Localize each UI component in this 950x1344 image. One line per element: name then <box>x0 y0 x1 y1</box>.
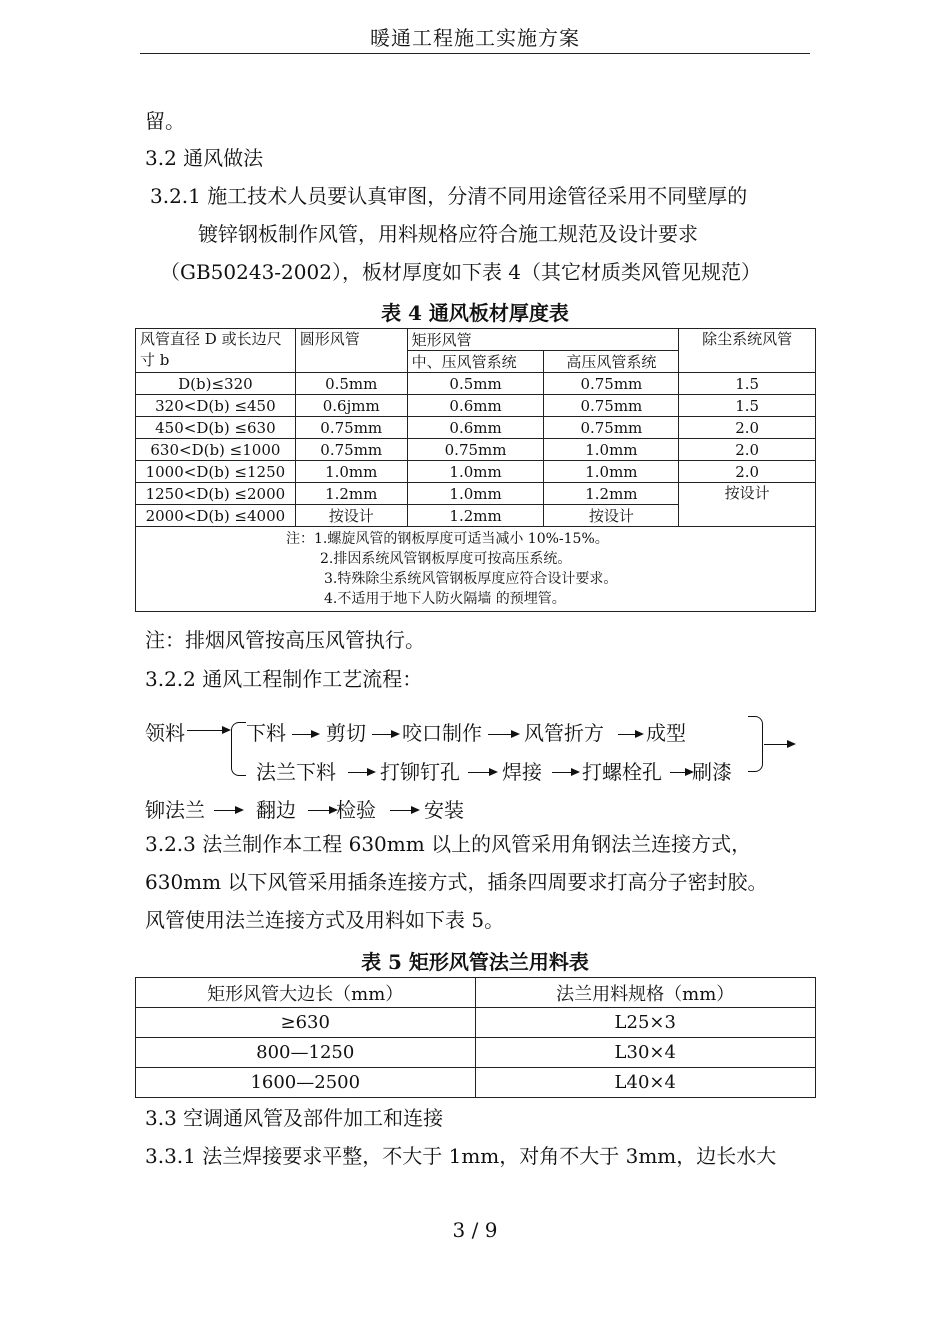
paragraph-3-2-1-line2: 镀锌钢板制作风管，用料规格应符合施工规范及设计要求 <box>198 222 698 246</box>
flow-step: 打螺栓孔 <box>582 760 662 784</box>
flow-start: 领料 <box>145 721 185 745</box>
table-cell: 2.0 <box>679 439 816 461</box>
flow-step: 成型 <box>646 721 686 745</box>
flow-arrow <box>764 744 794 745</box>
flow-step: 风管折方 <box>524 721 604 745</box>
flow-step: 法兰下料 <box>256 760 336 784</box>
flow-step: 翻边 <box>256 798 296 822</box>
table-cell: L40×4 <box>475 1068 816 1098</box>
table-row <box>136 395 816 417</box>
flow-arrow <box>214 810 242 811</box>
table-cell: 按设计 <box>295 505 407 527</box>
table-cell: 0.5mm <box>295 373 407 395</box>
table-cell: 1.0mm <box>407 461 544 483</box>
table-cell: 1.2mm <box>544 483 679 505</box>
flow-arrow <box>308 810 336 811</box>
paragraph-3-2-1-line1: 3.2.1 施工技术人员要认真审图，分清不同用途管径采用不同壁厚的 <box>150 184 748 208</box>
table-cell: 按设计 <box>544 505 679 527</box>
table-row <box>136 483 816 505</box>
table-cell: 1.0mm <box>544 461 679 483</box>
table4-note-3: 3.特殊除尘系统风管钢板厚度应符合设计要求。 <box>324 571 618 587</box>
table-cell: 1.5 <box>679 395 816 417</box>
table-cell: 0.75mm <box>295 417 407 439</box>
table-row <box>136 373 816 395</box>
flow-step: 刷漆 <box>692 760 732 784</box>
flow-arrow <box>618 734 642 735</box>
table-cell: 0.75mm <box>407 439 544 461</box>
flow-step: 下料 <box>246 721 286 745</box>
table-cell: L30×4 <box>475 1038 816 1068</box>
table4-caption: 表 4 通风板材厚度表 <box>381 301 569 325</box>
table4-sheet-thickness <box>135 328 816 612</box>
flow-step: 检验 <box>336 798 376 822</box>
table-header-row <box>136 978 816 1008</box>
table4-header-rect: 矩形风管 <box>407 329 679 351</box>
flow-arrow <box>372 734 398 735</box>
table-cell: 2.0 <box>679 417 816 439</box>
table-row <box>136 1008 816 1038</box>
table-cell: ≥630 <box>136 1008 476 1038</box>
table-cell: 450<D(b) ≤630 <box>136 417 296 439</box>
table-cell: 1.2mm <box>295 483 407 505</box>
page-header-title: 暖通工程施工实施方案 <box>370 26 580 50</box>
paragraph-3-2-3-line1: 3.2.3 法兰制作本工程 630mm 以上的风管采用角钢法兰连接方式， <box>145 832 752 856</box>
header-divider <box>140 53 810 54</box>
table4-note-1: 注：1.螺旋风管的钢板厚度可适当减小 10%-15%。 <box>286 531 609 547</box>
table-cell: 630<D(b) ≤1000 <box>136 439 296 461</box>
flow-arrow <box>670 772 692 773</box>
table-cell: L25×3 <box>475 1008 816 1038</box>
flow-right-brace <box>748 716 763 772</box>
table-cell: 2.0 <box>679 461 816 483</box>
flow-arrow <box>390 810 418 811</box>
table-cell: 1.5 <box>679 373 816 395</box>
flow-left-brace <box>231 722 246 776</box>
flow-arrow <box>468 772 496 773</box>
table4-header-size: 风管直径 D 或长边尺寸 b <box>136 329 296 373</box>
paragraph-3-3-1: 3.3.1 法兰焊接要求平整，不大于 1mm，对角不大于 3mm，边长水大 <box>145 1144 777 1168</box>
table-cell: 2000<D(b) ≤4000 <box>136 505 296 527</box>
table4-note-2: 2.排因系统风管钢板厚度可按高压系统。 <box>320 551 572 567</box>
smoke-duct-note: 注：排烟风管按高压风管执行。 <box>145 628 425 652</box>
table-row <box>136 1038 816 1068</box>
table-cell: 1250<D(b) ≤2000 <box>136 483 296 505</box>
table-cell: 1600—2500 <box>136 1068 476 1098</box>
table-cell: 1.0mm <box>544 439 679 461</box>
table-cell: D(b)≤320 <box>136 373 296 395</box>
flow-step: 剪切 <box>326 721 366 745</box>
table-cell: 1.2mm <box>407 505 544 527</box>
table4-header-rect-mid: 中、压风管系统 <box>407 351 544 373</box>
table-row <box>136 439 816 461</box>
flow-step: 打铆钉孔 <box>380 760 460 784</box>
table-row <box>136 461 816 483</box>
table-cell: 按设计 <box>679 483 816 527</box>
paragraph-3-2-3-line3: 风管使用法兰连接方式及用料如下表 5。 <box>145 908 505 932</box>
table-cell: 0.5mm <box>407 373 544 395</box>
flow-arrow <box>292 734 318 735</box>
paragraph-3-2-1-line3: （GB50243-2002），板材厚度如下表 4（其它材质类风管见规范） <box>160 260 762 284</box>
table-cell: 0.75mm <box>544 395 679 417</box>
table4-header-dust: 除尘系统风管 <box>679 329 816 373</box>
flow-arrow <box>187 730 229 731</box>
table5-flange-materials <box>135 977 816 1098</box>
table5-header-size: 矩形风管大边长（mm） <box>136 978 476 1008</box>
table-cell: 0.6mm <box>407 417 544 439</box>
flow-arrow <box>488 734 518 735</box>
table-row <box>136 1068 816 1098</box>
table4-header-round: 圆形风管 <box>295 329 407 373</box>
flow-step: 安装 <box>424 798 464 822</box>
paragraph-3-2-3-line2: 630mm 以下风管采用插条连接方式，插条四周要求打高分子密封胶。 <box>145 870 768 894</box>
section-heading-3-2: 3.2 通风做法 <box>145 146 264 170</box>
table5-header-spec: 法兰用料规格（mm） <box>475 978 816 1008</box>
paragraph-continuation: 留。 <box>145 109 185 133</box>
flow-arrow <box>348 772 374 773</box>
section-heading-3-3: 3.3 空调通风管及部件加工和连接 <box>145 1106 444 1130</box>
table-cell: 0.6jmm <box>295 395 407 417</box>
table-cell: 0.75mm <box>544 373 679 395</box>
table-cell: 0.75mm <box>295 439 407 461</box>
table-cell: 0.6mm <box>407 395 544 417</box>
table-cell: 800—1250 <box>136 1038 476 1068</box>
table4-notes <box>136 527 816 612</box>
table-cell: 320<D(b) ≤450 <box>136 395 296 417</box>
flow-step: 咬口制作 <box>402 721 482 745</box>
section-heading-3-2-2: 3.2.2 通风工程制作工艺流程： <box>145 667 423 691</box>
table-cell: 1000<D(b) ≤1250 <box>136 461 296 483</box>
table-cell: 0.75mm <box>544 417 679 439</box>
table-cell: 1.0mm <box>295 461 407 483</box>
table-cell: 1.0mm <box>407 483 544 505</box>
flow-step: 焊接 <box>502 760 542 784</box>
flow-arrow <box>552 772 578 773</box>
table5-caption: 表 5 矩形风管法兰用料表 <box>361 950 589 974</box>
flow-step: 铆法兰 <box>145 798 205 822</box>
table4-note-4: 4.不适用于地下人防火隔墙 的预埋管。 <box>324 591 566 607</box>
table-row <box>136 417 816 439</box>
table4-header-rect-high: 高压风管系统 <box>544 351 679 373</box>
page-number: 3 / 9 <box>452 1218 498 1242</box>
